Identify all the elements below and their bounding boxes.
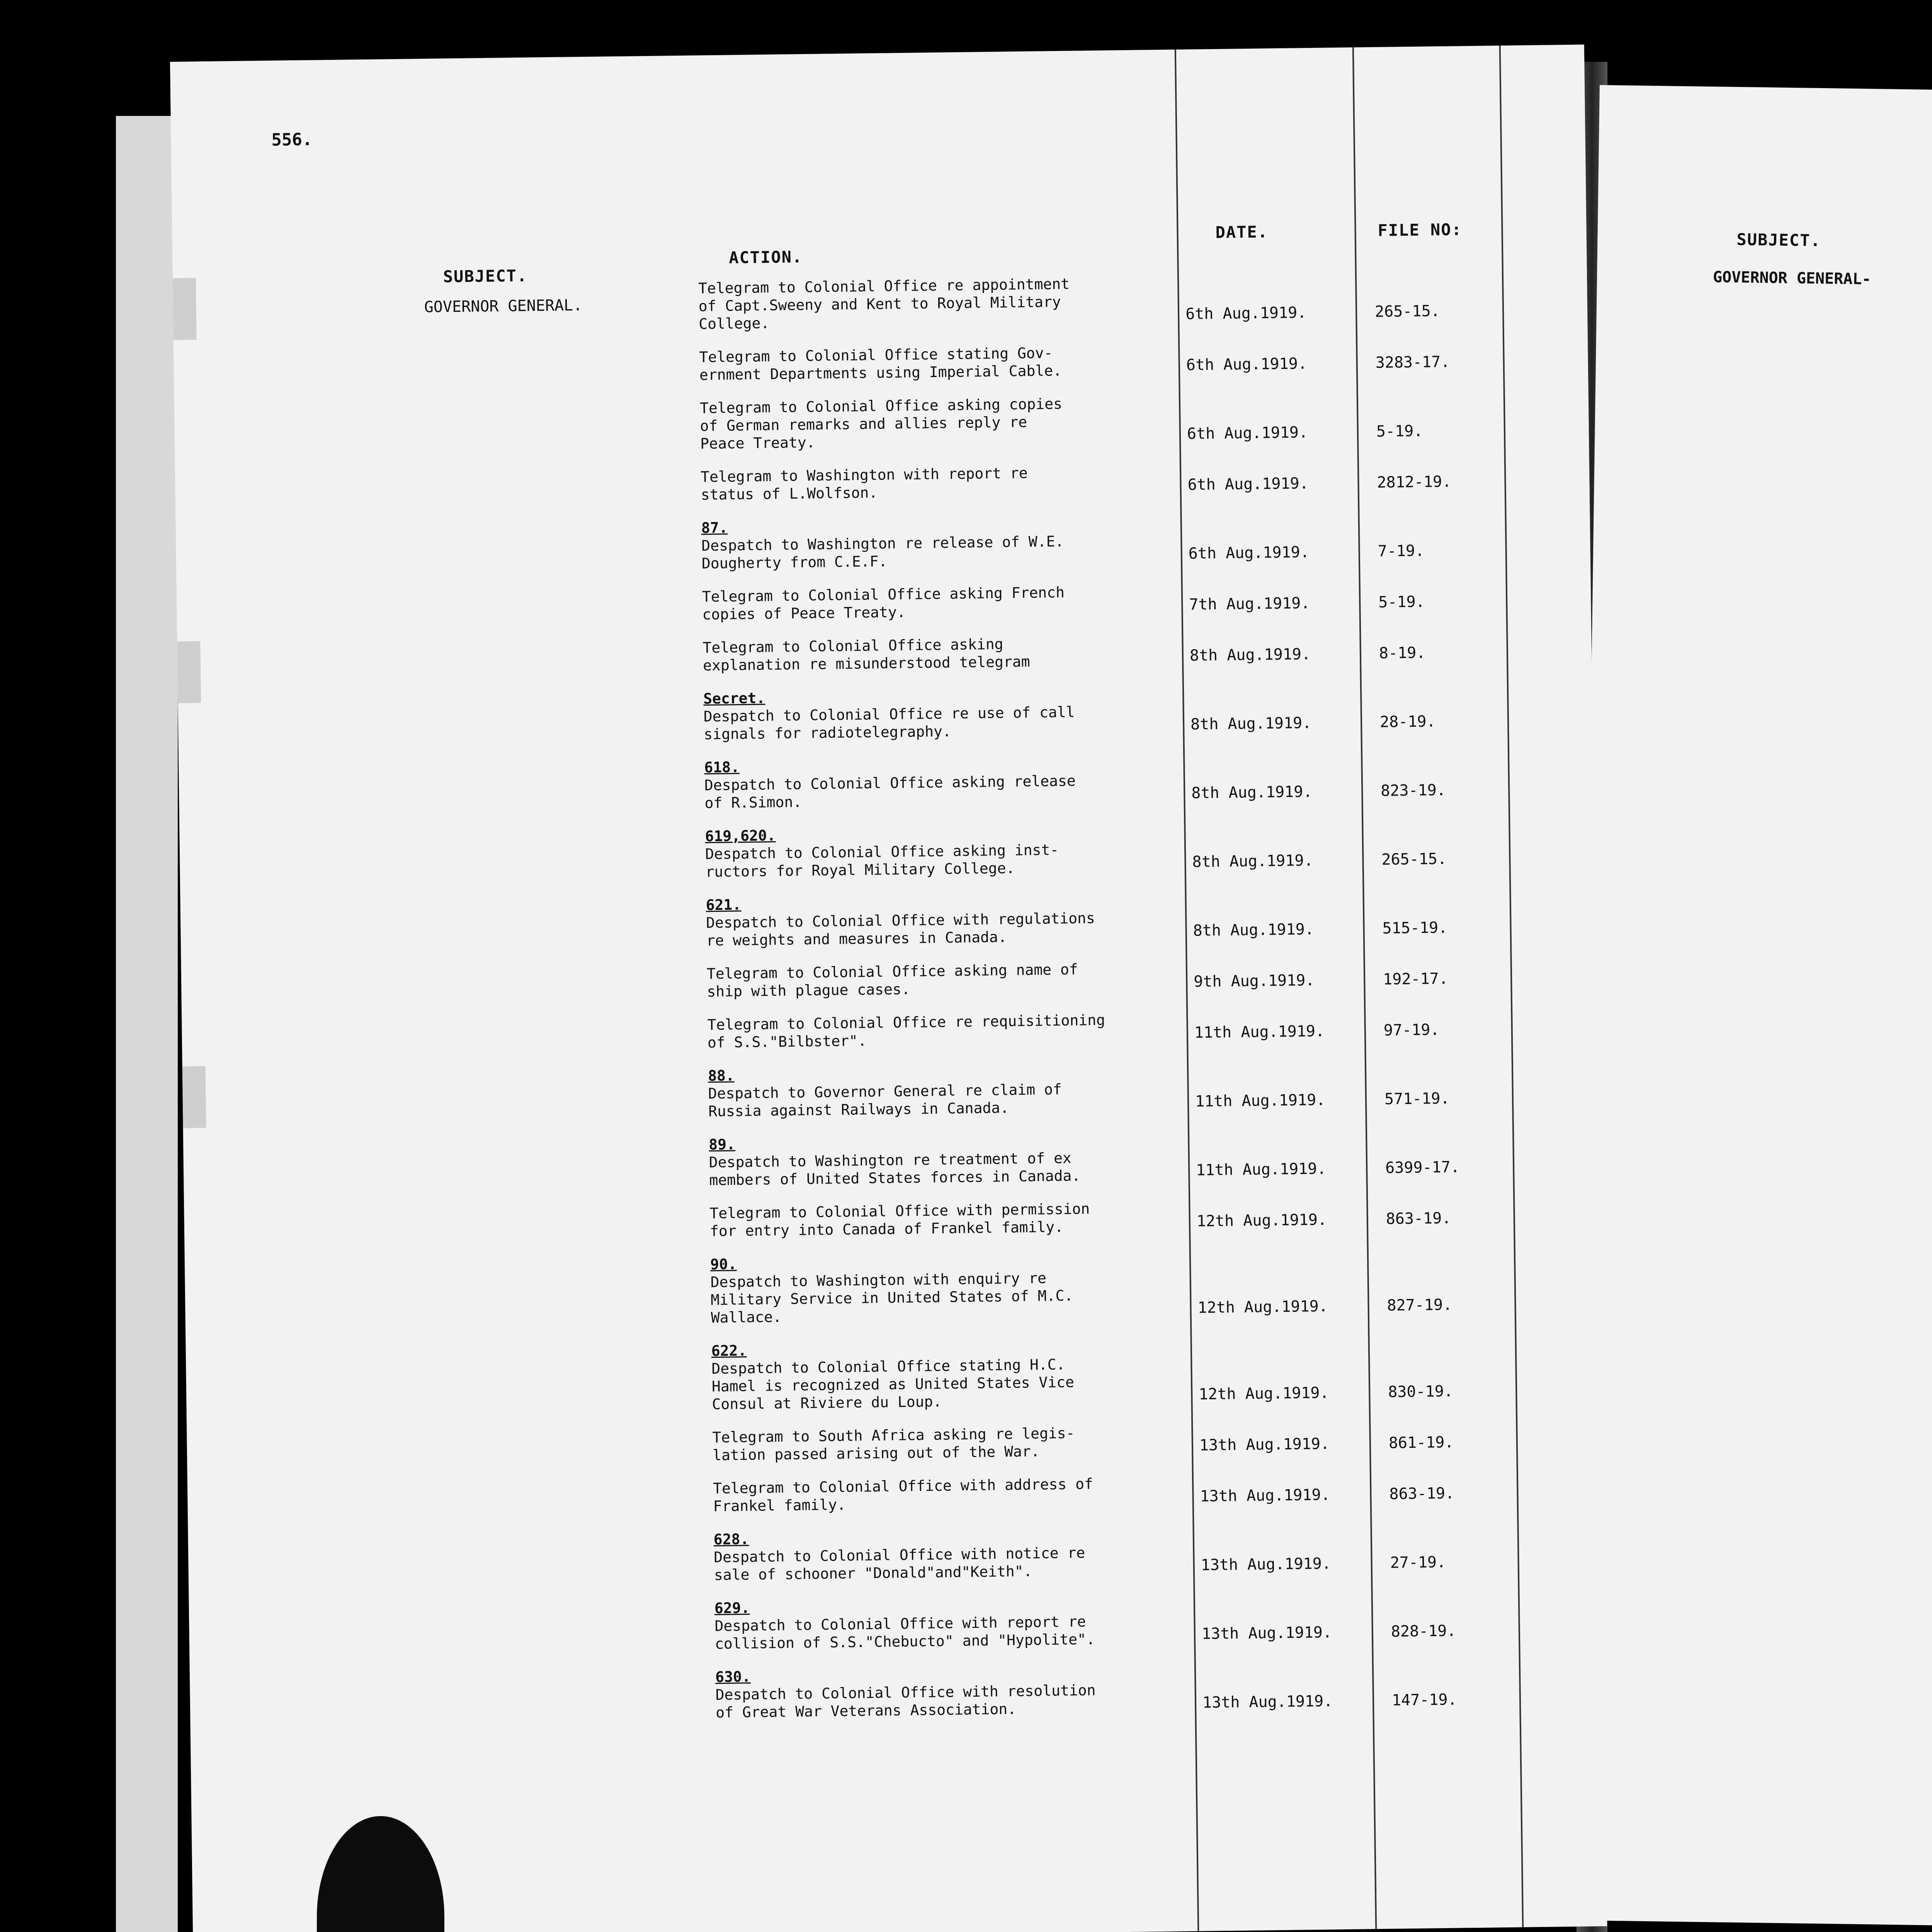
entry-action: [706, 890, 1185, 949]
entry-action: [701, 513, 1181, 572]
page-number: 556.: [271, 129, 313, 150]
entry-text: Telegram to Colonial Office re requisitioning of S.S."Bilbster".: [707, 1011, 1105, 1051]
entry-action: [709, 1199, 1189, 1240]
entry-text: Despatch to Colonial Office with report re collision of S.S."Chebucto" and "Hypolite".: [714, 1613, 1095, 1653]
column-rule: [1499, 46, 1524, 1927]
entry-date: 13th Aug.1919.: [1200, 1486, 1330, 1505]
entry-action: [703, 684, 1183, 743]
column-rule: [1352, 48, 1377, 1929]
entry-number: 628.: [713, 1530, 749, 1548]
entry-number: 622.: [711, 1342, 747, 1360]
entry-action: [710, 1250, 1190, 1327]
entry-file-no: 3283-17.: [1375, 353, 1450, 372]
entry-date: 13th Aug.1919.: [1201, 1623, 1332, 1643]
entry-date: 7th Aug.1919.: [1189, 594, 1310, 614]
entry-action: [712, 1423, 1192, 1464]
entry-action: [704, 753, 1184, 812]
entry-text: Despatch to Colonial Office with regulations re weights and measures in Canada.: [706, 909, 1095, 949]
entry-date: 12th Aug.1919.: [1196, 1211, 1327, 1230]
entry-file-no: 27-19.: [1390, 1553, 1446, 1572]
entry-file-no: 5-19.: [1378, 593, 1425, 611]
entry-number: 621.: [706, 896, 742, 914]
entry-date: 8th Aug.1919.: [1189, 645, 1311, 665]
entry-date: 12th Aug.1919.: [1197, 1297, 1328, 1317]
entry-file-no: 97-19.: [1383, 1021, 1440, 1039]
entry-text: Telegram to Colonial Office stating Gov- ernment Departments using Imperial Cable.: [699, 344, 1062, 384]
entry-date: 8th Aug.1919.: [1190, 714, 1312, 733]
entry-action: [708, 1061, 1188, 1120]
entry-file-no: 828-19.: [1391, 1622, 1456, 1641]
entry-text: Telegram to Colonial Office asking copies of German remarks and allies reply re Peace Treaty.: [699, 395, 1063, 452]
entry-text: Despatch to Washington re treatment of ex members of United States forces in Canada.: [709, 1149, 1081, 1189]
entry-text: Telegram to Colonial Office with permission for entry into Canada of Frankel family.: [709, 1200, 1090, 1240]
entry-file-no: 863-19.: [1386, 1209, 1451, 1228]
entry-action: [713, 1474, 1192, 1515]
entry-date: 6th Aug.1919.: [1185, 304, 1307, 323]
entry-number: Secret.: [703, 689, 765, 707]
index-tab: [173, 278, 197, 340]
entry-action: [707, 1010, 1187, 1051]
entry-action: [711, 1336, 1191, 1413]
entry-text: Despatch to Colonial Office asking release of R.Simon.: [704, 772, 1076, 812]
entry-date: 9th Aug.1919.: [1194, 971, 1315, 991]
entry-file-no: 265-15.: [1374, 302, 1440, 321]
entry-file-no: 823-19.: [1381, 781, 1446, 800]
entry-number: 88.: [707, 1067, 735, 1085]
entry-file-no: 192-17.: [1383, 969, 1449, 988]
entry-date: 6th Aug.1919.: [1187, 474, 1309, 494]
entry-text: Telegram to Colonial Office asking French copies of Peace Treaty.: [702, 583, 1065, 623]
entry-number: 87.: [701, 519, 728, 537]
entry-text: Telegram to Washington with report re status of L.Wolfson.: [700, 464, 1028, 503]
entry-date: 11th Aug.1919.: [1195, 1091, 1326, 1111]
page-stack-left: [116, 116, 178, 1932]
entry-date: 8th Aug.1919.: [1192, 852, 1313, 871]
entry-file-no: 571-19.: [1384, 1089, 1450, 1108]
entry-text: Telegram to Colonial Office asking explanation re misunderstood telegram: [702, 635, 1030, 674]
entry-file-no: 861-19.: [1388, 1433, 1454, 1452]
entry-number: 618.: [704, 759, 740, 776]
entry-number: 90.: [710, 1255, 737, 1273]
entry-file-no: 2812-19.: [1377, 473, 1452, 492]
entry-date: 8th Aug.1919.: [1193, 920, 1315, 940]
entry-text: Despatch to Colonial Office asking inst- ructors for Royal Military College.: [705, 841, 1059, 881]
left-page: [170, 44, 1607, 1932]
header-subject: SUBJECT.: [1736, 230, 1821, 250]
entry-text: Despatch to Colonial Office with notice re sale of schooner "Donald"and"Keith".: [714, 1544, 1085, 1584]
subject-governor-general: GOVERNOR GENERAL.: [424, 296, 583, 316]
entry-date: 6th Aug.1919.: [1186, 355, 1308, 374]
entry-file-no: 28-19.: [1379, 713, 1436, 731]
header-subject: SUBJECT.: [443, 266, 528, 286]
entry-list: [1600, 85, 1932, 101]
index-tab: [177, 641, 201, 703]
entry-text: Despatch to Colonial Office stating H.C. Hamel is recognized as United States Vice Consul at Riviere du Loup.: [711, 1355, 1075, 1413]
entry-number: 630.: [715, 1668, 751, 1686]
entry-file-no: 265-15.: [1381, 850, 1447, 869]
entry-text: Despatch to Governor General re claim of Russia against Railways in Canada.: [708, 1081, 1062, 1120]
entry-action: [714, 1525, 1194, 1584]
entry-file-no: 147-19.: [1391, 1690, 1457, 1709]
entry-date: 13th Aug.1919.: [1201, 1554, 1332, 1574]
entry-file-no: 515-19.: [1382, 918, 1448, 937]
entry-file-no: 8-19.: [1379, 644, 1426, 662]
entry-action: [700, 393, 1180, 452]
entry-text: Despatch to Washington with enquiry re Military Service in United States of M.C. Wallace.: [710, 1269, 1073, 1327]
entry-date: 11th Aug.1919.: [1194, 1022, 1325, 1042]
entry-date: 6th Aug.1919.: [1187, 423, 1308, 443]
entry-action: [699, 342, 1179, 384]
entry-text: Telegram to Colonial Office with address of Frankel family.: [713, 1475, 1094, 1515]
header-action: ACTION.: [729, 247, 803, 267]
entry-action: [714, 1594, 1194, 1653]
entry-file-no: 7-19.: [1378, 542, 1425, 560]
entry-file-no: 830-19.: [1388, 1382, 1454, 1401]
entry-file-no: 863-19.: [1389, 1484, 1455, 1503]
subject-governor-general: GOVERNOR GENERAL-: [1713, 268, 1871, 288]
entry-action: [701, 462, 1180, 503]
entry-action: [705, 821, 1185, 881]
entry-file-no: 6399-17.: [1385, 1158, 1460, 1177]
entry-date: 6th Aug.1919.: [1188, 543, 1310, 563]
header-file-no: FILE NO:: [1378, 220, 1463, 240]
entry-action: [709, 1130, 1189, 1189]
entry-file-no: 5-19.: [1376, 422, 1423, 440]
right-page: [1574, 85, 1932, 1932]
entry-action: [715, 1662, 1195, 1721]
header-date: DATE.: [1215, 222, 1269, 242]
entry-text: Despatch to Colonial Office re use of call signals for radiotelegraphy.: [703, 703, 1075, 743]
entry-action: [702, 582, 1182, 623]
entry-date: 13th Aug.1919.: [1202, 1692, 1333, 1712]
entry-text: Telegram to Colonial Office re appointment of Capt.Sweeny and Kent to Royal Military College.: [698, 275, 1070, 333]
entry-text: Despatch to Washington re release of W.E. Dougherty from C.E.F.: [701, 532, 1064, 572]
entry-text: Telegram to Colonial Office asking name of ship with plague cases.: [706, 961, 1078, 1000]
entry-number: 619,620.: [705, 827, 776, 845]
entry-text: Despatch to Colonial Office with resolution of Great War Veterans Association.: [715, 1682, 1096, 1721]
entry-action: [698, 274, 1178, 333]
entry-date: 11th Aug.1919.: [1196, 1160, 1327, 1179]
entry-action: [702, 633, 1182, 674]
entry-text: Telegram to South Africa asking re legis- lation passed arising out of the War.: [712, 1424, 1075, 1464]
entry-date: 8th Aug.1919.: [1191, 783, 1313, 802]
entry-date: 12th Aug.1919.: [1199, 1384, 1329, 1403]
entry-date: 13th Aug.1919.: [1199, 1435, 1330, 1454]
index-tab: [182, 1066, 206, 1128]
entry-file-no: 827-19.: [1387, 1296, 1452, 1315]
entry-number: 89.: [709, 1136, 736, 1153]
entry-number: 629.: [714, 1599, 750, 1617]
entry-action: [707, 959, 1186, 1000]
